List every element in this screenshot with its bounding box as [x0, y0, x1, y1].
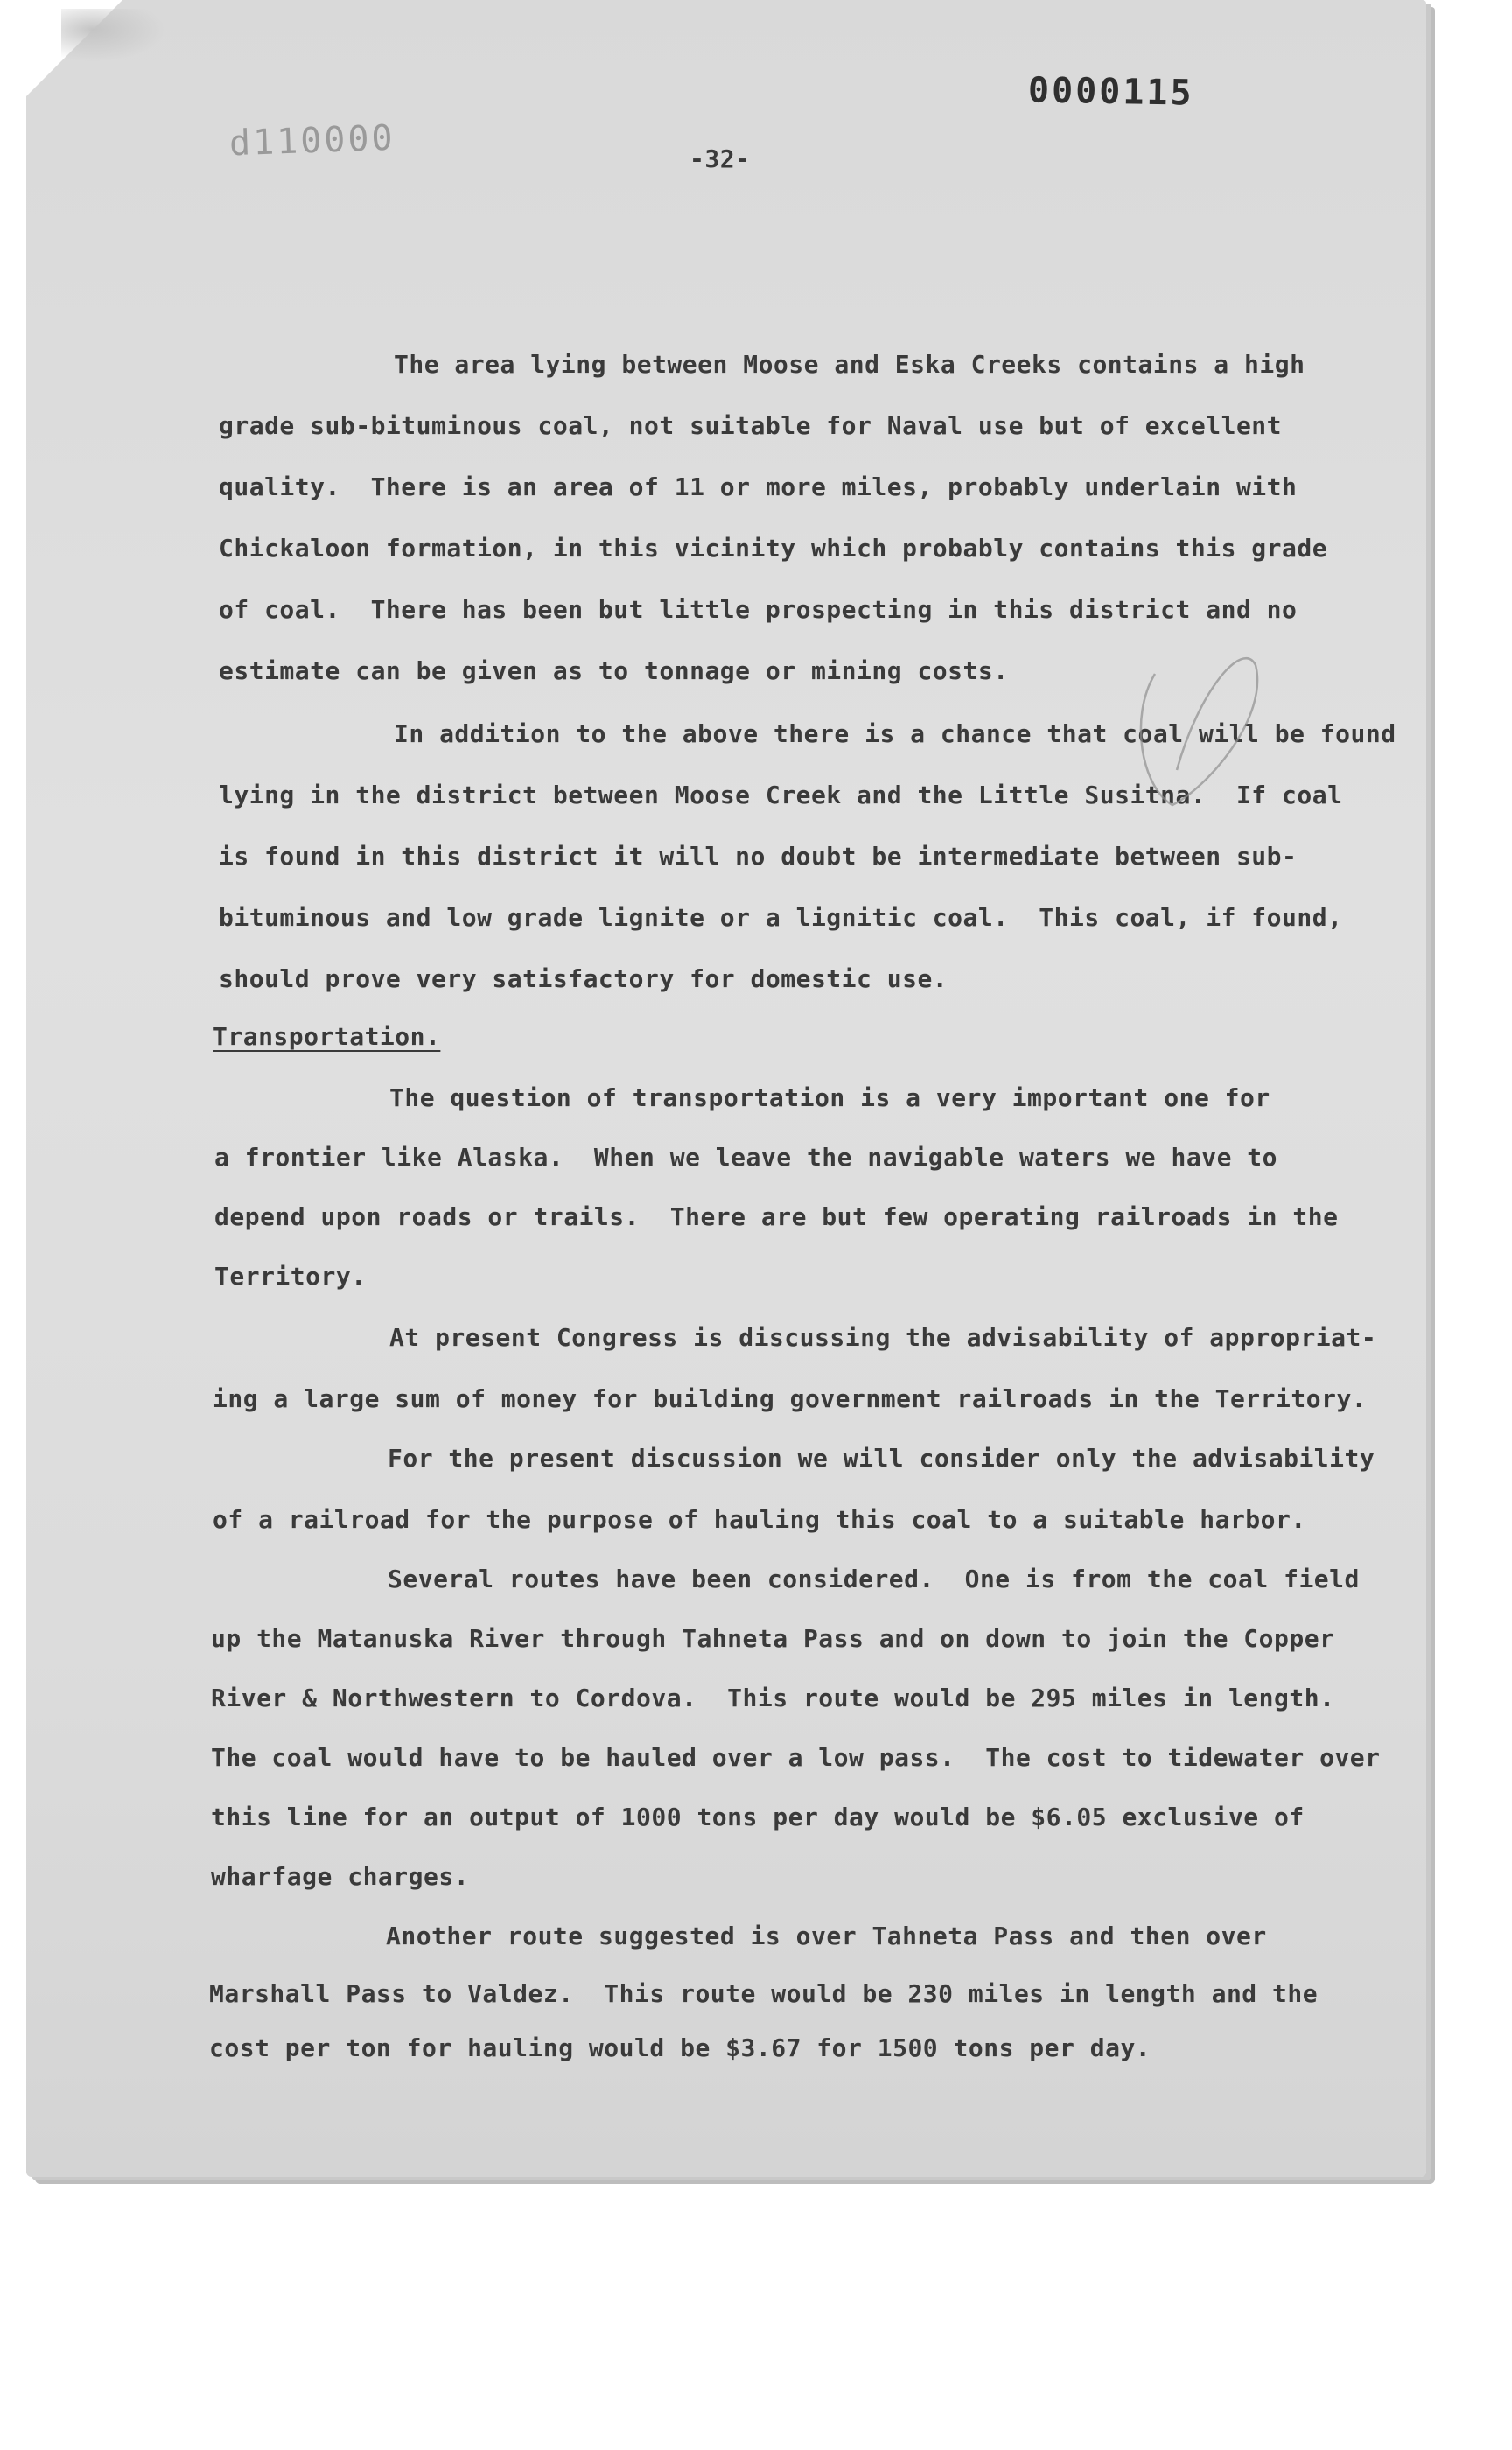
paragraph-line: The question of transportation is a very important one for: [389, 1083, 1270, 1112]
paragraph-line: is found in this district it will no doubt be intermediate between sub-: [219, 842, 1298, 871]
paragraph-line: up the Matanuska River through Tahneta Pass and on down to join the Copper: [211, 1624, 1335, 1653]
paragraph-line: In addition to the above there is a chance that coal will be found: [394, 719, 1396, 748]
paragraph-line: a frontier like Alaska. When we leave the navigable waters we have to: [214, 1143, 1278, 1172]
paragraph-line: wharfage charges.: [211, 1862, 470, 1891]
paragraph-line: The coal would have to be hauled over a low pass. The cost to tidewater over: [211, 1743, 1381, 1772]
paragraph-line: Several routes have been considered. One is from the coal field: [388, 1564, 1360, 1593]
document-stamp-number: 0000115: [1027, 70, 1194, 114]
paragraph-line: At present Congress is discussing the advisability of appropriat-: [389, 1323, 1377, 1352]
paragraph-line: of coal. There has been but little prospecting in this district and no: [219, 595, 1298, 624]
paragraph-line: bituminous and low grade lignite or a lignitic coal. This coal, if found,: [219, 903, 1343, 932]
paragraph-line: grade sub-bituminous coal, not suitable for Naval use but of excellent: [219, 411, 1283, 440]
paragraph-line: quality. There is an area of 11 or more miles, probably underlain with: [219, 472, 1298, 501]
paragraph-line: lying in the district between Moose Creek and the Little Susitna. If coal: [219, 780, 1343, 809]
page-number: -32-: [690, 144, 751, 173]
paragraph-line: Chickaloon formation, in this vicinity which probably contains this grade: [219, 534, 1328, 563]
paragraph-line: River & Northwestern to Cordova. This route would be 295 miles in length.: [211, 1684, 1335, 1712]
paragraph-line: The area lying between Moose and Eska Creeks contains a high: [394, 350, 1306, 379]
paragraph-line: estimate can be given as to tonnage or mining costs.: [219, 656, 1009, 685]
paragraph-line: of a railroad for the purpose of hauling this coal to a suitable harbor.: [213, 1505, 1306, 1534]
paragraph-line: cost per ton for hauling would be $3.67 for 1500 tons per day.: [209, 2034, 1152, 2062]
paragraph-line: should prove very satisfactory for domestic use.: [219, 964, 948, 993]
section-heading: Transportation.: [213, 1022, 441, 1051]
faded-stamp-number: d110000: [228, 117, 396, 164]
paragraph-line: Territory.: [214, 1262, 367, 1291]
paragraph-line: ing a large sum of money for building government railroads in the Territory.: [213, 1384, 1368, 1413]
paragraph-line: depend upon roads or trails. There are but few operating railroads in the: [214, 1202, 1339, 1231]
corner-crease: [61, 9, 166, 61]
paragraph-line: For the present discussion we will consider only the advisability: [388, 1444, 1376, 1473]
paragraph-line: this line for an output of 1000 tons per day would be $6.05 exclusive of: [211, 1802, 1305, 1831]
paragraph-line: Marshall Pass to Valdez. This route would be 230 miles in length and the: [209, 1979, 1319, 2008]
paragraph-line: Another route suggested is over Tahneta Pass and then over: [386, 1922, 1267, 1950]
